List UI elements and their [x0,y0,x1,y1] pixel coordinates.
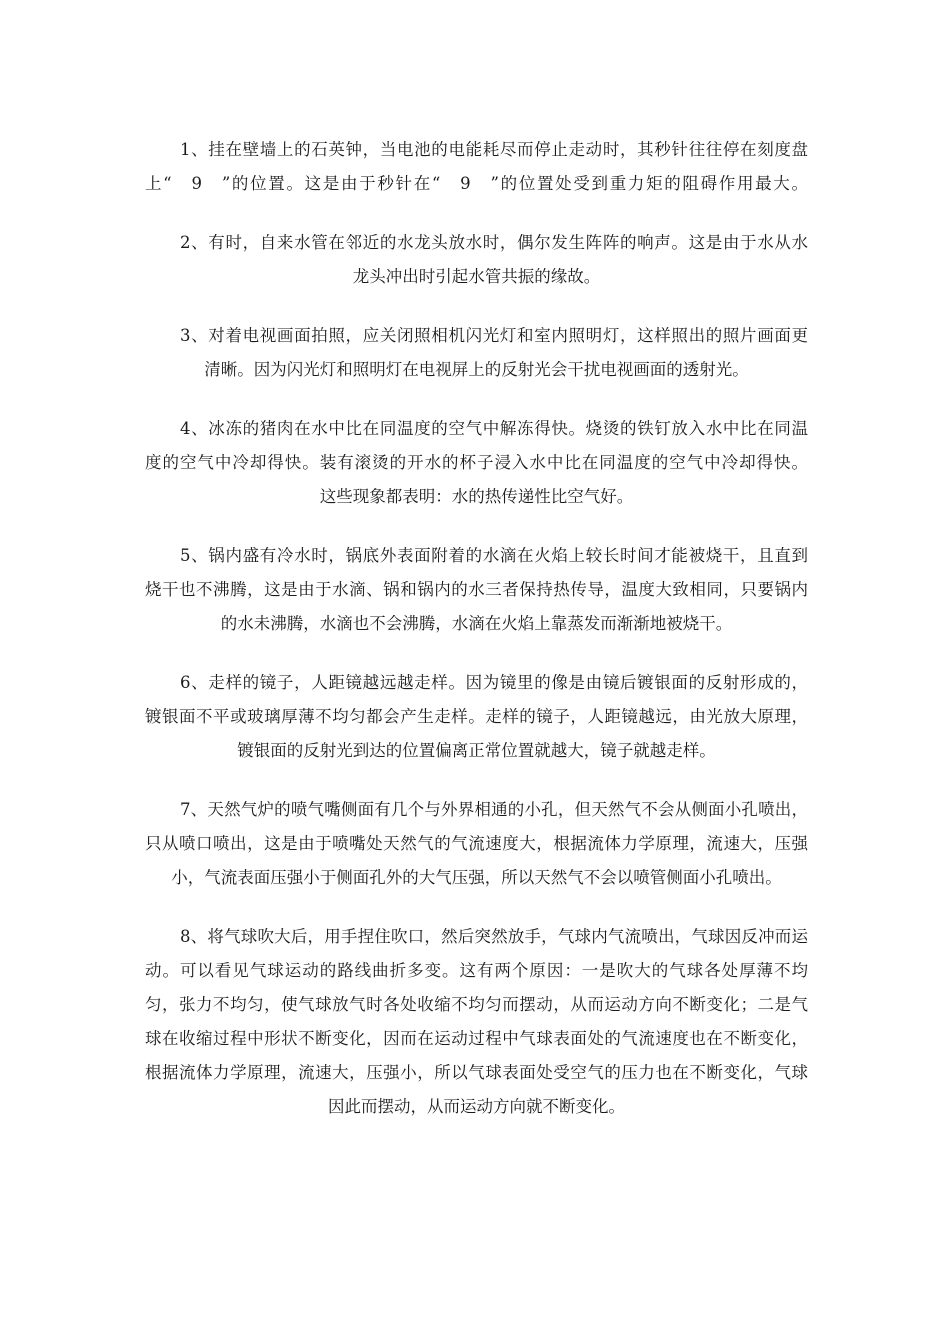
paragraph-1 [145,133,808,201]
paragraph-line: 5、锅内盛有冷水时，锅底外表面附着的水滴在火焰上较长时间才能被烧干，且直到 [180,546,808,565]
paragraph-line: 2、有时，自来水管在邻近的水龙头放水时，偶尔发生阵阵的响声。这是由于水从水 [180,233,808,252]
paragraph-line: 度的空气中冷却得快。装有滚烫的开水的杯子浸入水中比在同温度的空气中冷却得快。 [145,453,808,472]
paragraph-6 [145,666,808,768]
paragraph-line: 上“ 9 ”的位置。这是由于秒针在“ 9 ”的位置处受到重力矩的阻碍作用最大。 [145,174,808,193]
paragraph-line: 只从喷口喷出，这是由于喷嘴处天然气的气流速度大，根据流体力学原理，流速大，压强 [145,834,808,853]
paragraph-line: 镀银面不平或玻璃厚薄不均匀都会产生走样。走样的镜子，人距镜越远，由光放大原理， [145,707,808,726]
paragraph-line: 的水未沸腾，水滴也不会沸腾，水滴在火焰上靠蒸发而渐渐地被烧干。 [220,614,733,633]
paragraph-line: 球在收缩过程中形状不断变化，因而在运动过程中气球表面处的气流速度也在不断变化， [145,1029,808,1048]
paragraph-line: 清晰。因为闪光灯和照明灯在电视屏上的反射光会干扰电视画面的透射光。 [204,360,749,379]
paragraph-line: 6、走样的镜子，人距镜越远越走样。因为镜里的像是由镜后镀银面的反射形成的， [180,673,808,692]
paragraph-line: 小，气流表面压强小于侧面孔外的大气压强，所以天然气不会以喷管侧面小孔喷出。 [171,868,782,887]
paragraph-line: 1、挂在壁墙上的石英钟，当电池的电能耗尽而停止走动时，其秒针往往停在刻度盘 [180,140,808,159]
paragraph-8 [145,920,808,1124]
paragraph-line: 根据流体力学原理，流速大，压强小，所以气球表面处受空气的压力也在不断变化，气球 [145,1063,808,1082]
paragraph-line: 匀，张力不均匀，使气球放气时各处收缩不均匀而摆动，从而运动方向不断变化；二是气 [145,995,808,1014]
paragraph-line: 烧干也不沸腾，这是由于水滴、锅和锅内的水三者保持热传导，温度大致相同，只要锅内 [145,580,808,599]
paragraph-line: 因此而摆动，从而运动方向就不断变化。 [328,1097,625,1116]
paragraph-line: 镀银面的反射光到达的位置偏离正常位置就越大，镜子就越走样。 [237,741,716,760]
paragraph-7 [145,793,808,895]
paragraph-line: 4、冰冻的猪肉在水中比在同温度的空气中解冻得快。烧烫的铁钉放入水中比在同温 [180,419,808,438]
paragraph-3 [145,319,808,387]
paragraph-5 [145,539,808,641]
paragraph-line: 这些现象都表明：水的热传递性比空气好。 [319,487,634,506]
paragraph-line: 动。可以看见气球运动的路线曲折多变。这有两个原因：一是吹大的气球各处厚薄不均 [145,961,808,980]
paragraph-line: 3、对着电视画面拍照，应关闭照相机闪光灯和室内照明灯，这样照出的照片画面更 [180,326,808,345]
paragraph-line: 7、天然气炉的喷气嘴侧面有几个与外界相通的小孔，但天然气不会从侧面小孔喷出， [180,800,808,819]
paragraph-line: 8、将气球吹大后，用手捏住吹口，然后突然放手，气球内气流喷出，气球因反冲而运 [180,927,808,946]
document-body [145,133,808,1149]
paragraph-2 [145,226,808,294]
paragraph-4 [145,412,808,514]
paragraph-line: 龙头冲出时引起水管共振的缘故。 [352,267,601,286]
